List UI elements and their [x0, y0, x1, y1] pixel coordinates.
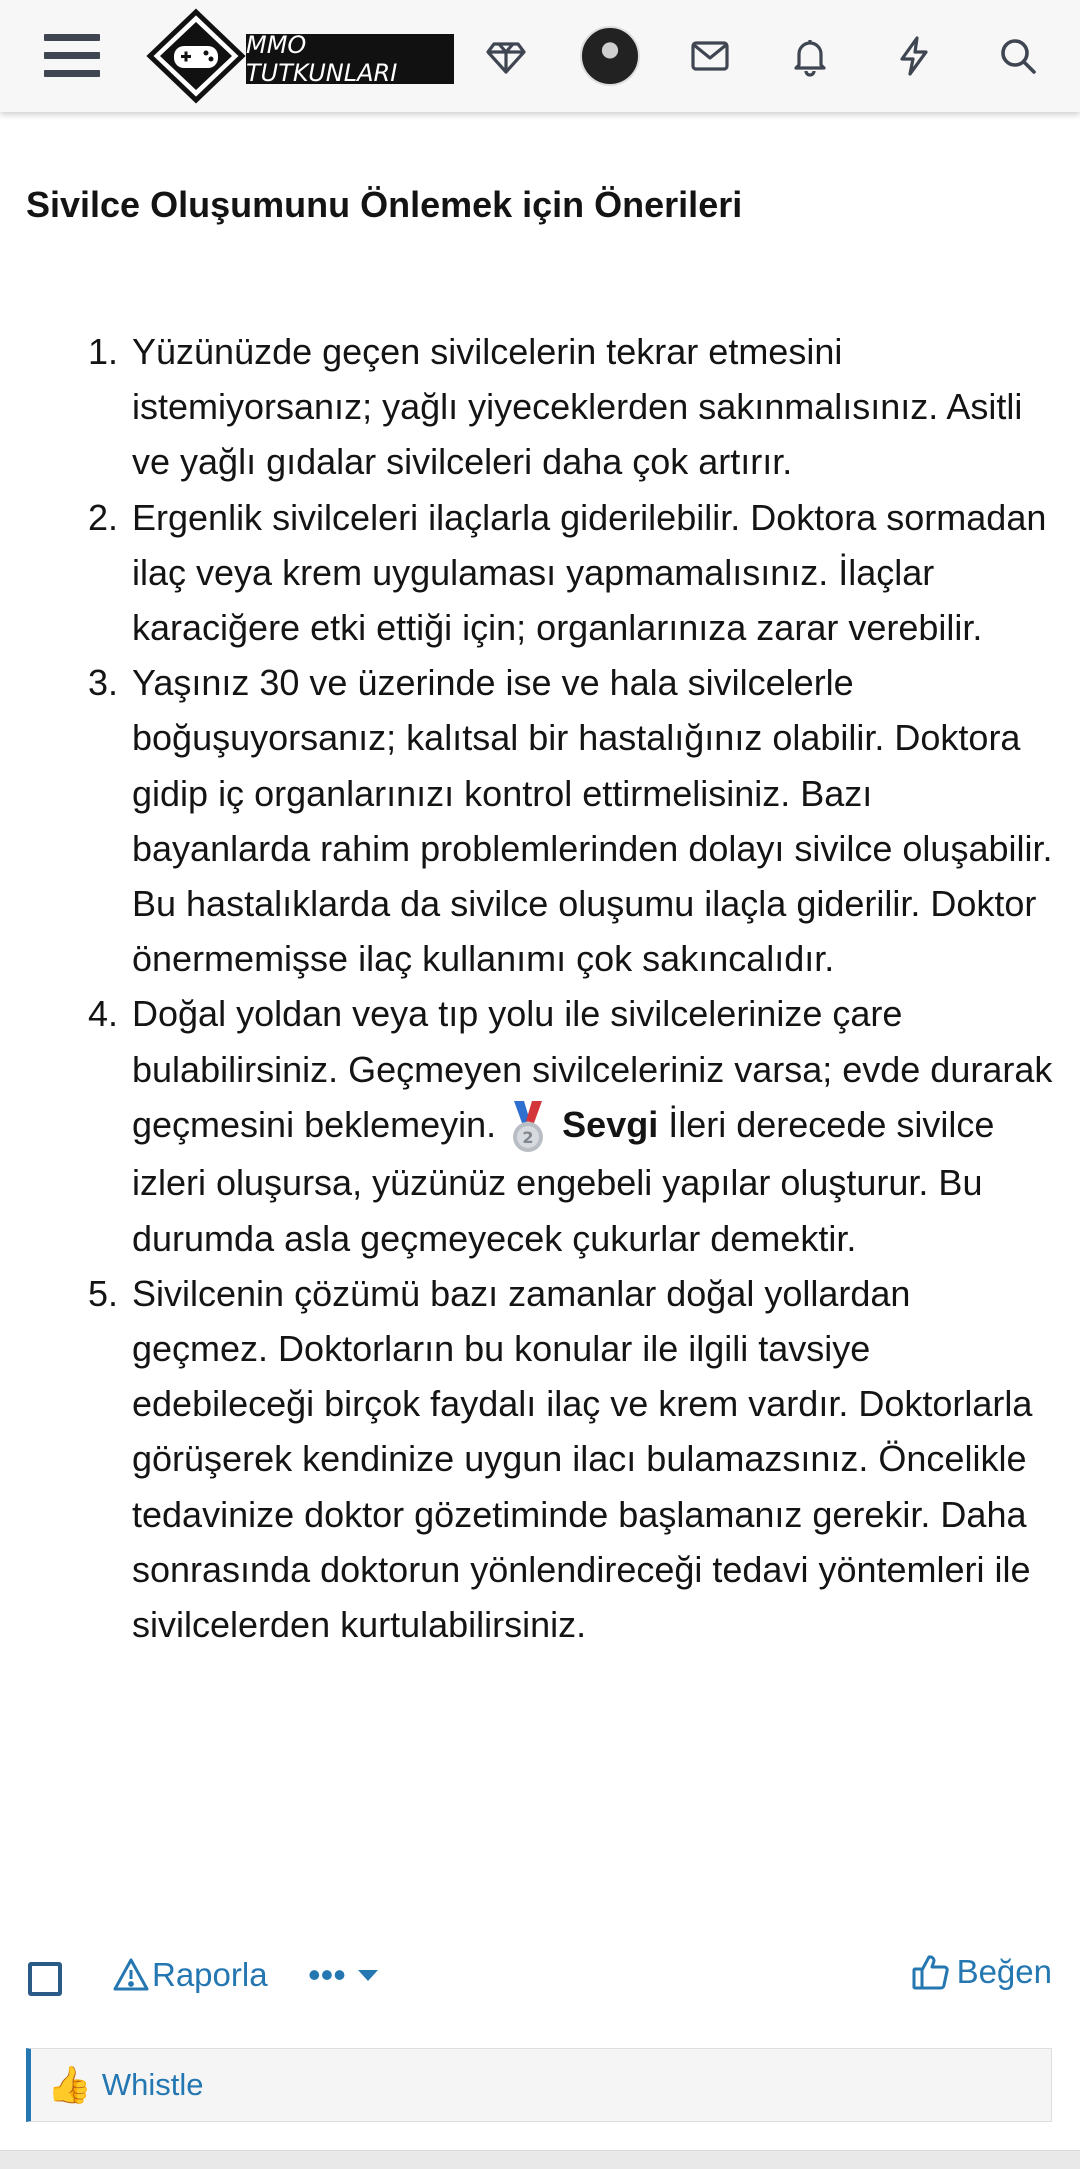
bell-icon [788, 34, 832, 78]
list-number: 1. [88, 331, 119, 372]
like-label: Beğen [956, 1953, 1052, 1990]
recommendations-list [0, 324, 1080, 1652]
reactions-bar [26, 2048, 1052, 2122]
list-number: 2. [88, 496, 119, 538]
caret-down-icon [358, 1970, 378, 1981]
more-dots: ••• [308, 1954, 346, 1995]
user-avatar[interactable] [580, 26, 640, 86]
warning-icon [112, 1956, 150, 1994]
gamepad-logo-icon [146, 8, 246, 104]
notifications-button[interactable] [772, 18, 848, 94]
thumbs-up-reaction-icon: 👍 [47, 2064, 92, 2105]
diamond-button[interactable] [468, 18, 544, 94]
mail-icon [688, 34, 732, 78]
silver-medal-icon [508, 1099, 548, 1155]
diamond-icon [484, 34, 528, 78]
list-item-text-continued: İleri derecede sivilce izleri oluşursa, yüzünüz engebeli yapılar oluşturur. Bu durumda asla geçmeyecek çukurlar demektir. [132, 1103, 995, 1259]
report-label: Raporla [152, 1956, 268, 1993]
thumbs-up-icon [911, 1952, 951, 1992]
logo-text: MMO TUTKUNLARI [246, 34, 454, 84]
list-number: 5. [88, 1272, 119, 1314]
list-number: 4. [88, 993, 119, 1035]
report-button[interactable] [112, 1956, 268, 1994]
site-logo[interactable] [146, 8, 456, 104]
search-icon [996, 34, 1040, 78]
list-item [0, 324, 1080, 490]
next-post-edge [0, 2150, 1080, 2169]
top-navbar [0, 0, 1080, 112]
bold-keyword: Sevgi [562, 1103, 659, 1145]
list-item [0, 986, 1080, 1265]
like-button[interactable] [911, 1952, 1052, 1992]
menu-button[interactable] [34, 18, 110, 94]
list-item [0, 655, 1080, 986]
list-item [0, 490, 1080, 656]
list-item-text: Ergenlik sivilceleri ilaçlarla giderilebilir. Doktora sormadan ilaç veya krem uygulaması yapmamalısınız. İlaçlar karaciğere etki ettiği için; organlarınıza zarar verebilir. [132, 496, 1047, 649]
list-item-text: Doğal yoldan veya tıp yolu ile sivilcelerinize çare bulabilirsiniz. Geçmeyen sivilceleriniz varsa; evde durarak geçmesini beklemeyin. [132, 993, 1053, 1145]
bolt-icon [892, 34, 936, 78]
list-item-text: Yüzünüzde geçen sivilcelerin tekrar etmesini istemiyorsanız; yağlı yiyeceklerden sakınmalısınız. Asitli ve yağlı gıdalar sivilceleri daha çok artırır. [132, 331, 1023, 483]
svg-text:2: 2 [522, 1128, 534, 1148]
select-post-checkbox[interactable] [28, 1962, 62, 1996]
section-heading: Sivilce Oluşumunu Önlemek için Önerileri [26, 184, 743, 225]
messages-button[interactable] [672, 18, 748, 94]
more-options-button[interactable] [308, 1954, 378, 1996]
post-actions [0, 1952, 1080, 2012]
search-button[interactable] [980, 18, 1056, 94]
list-item-text: Yaşınız 30 ve üzerinde ise ve hala sivilcelerle boğuşuyorsanız; kalıtsal bir hastalığınız olabilir. Doktora gidip iç organlarınızı kontrol ettirmelisiniz. Bazı bayanlarda rahim problemlerinden dolayı sivilce oluşabilir. Bu hastalıklarda da sivilce oluşumu ilaçla giderilir. Doktor önermemişse ilaç kullanımı çok sakıncalıdır. [132, 662, 1053, 980]
list-item [0, 1266, 1080, 1652]
whats-new-button[interactable] [876, 18, 952, 94]
reaction-user-link[interactable]: Whistle [101, 2067, 204, 2102]
list-number: 3. [88, 662, 119, 704]
list-item-text: Sivilcenin çözümü bazı zamanlar doğal yollardan geçmez. Doktorların bu konular ile ilgili tavsiye edebileceği birçok faydalı ilaç ve krem vardır. Doktorlarla görüşerek kendinize uygun ilacı bulamazsınız. Öncelikle tedavinize doktor gözetiminde başlamanız gerekir. Daha sonrasında doktorun yönlendireceği tedavi yöntemleri ile sivilcelerden kurtulabilirsiniz. [132, 1272, 1033, 1645]
